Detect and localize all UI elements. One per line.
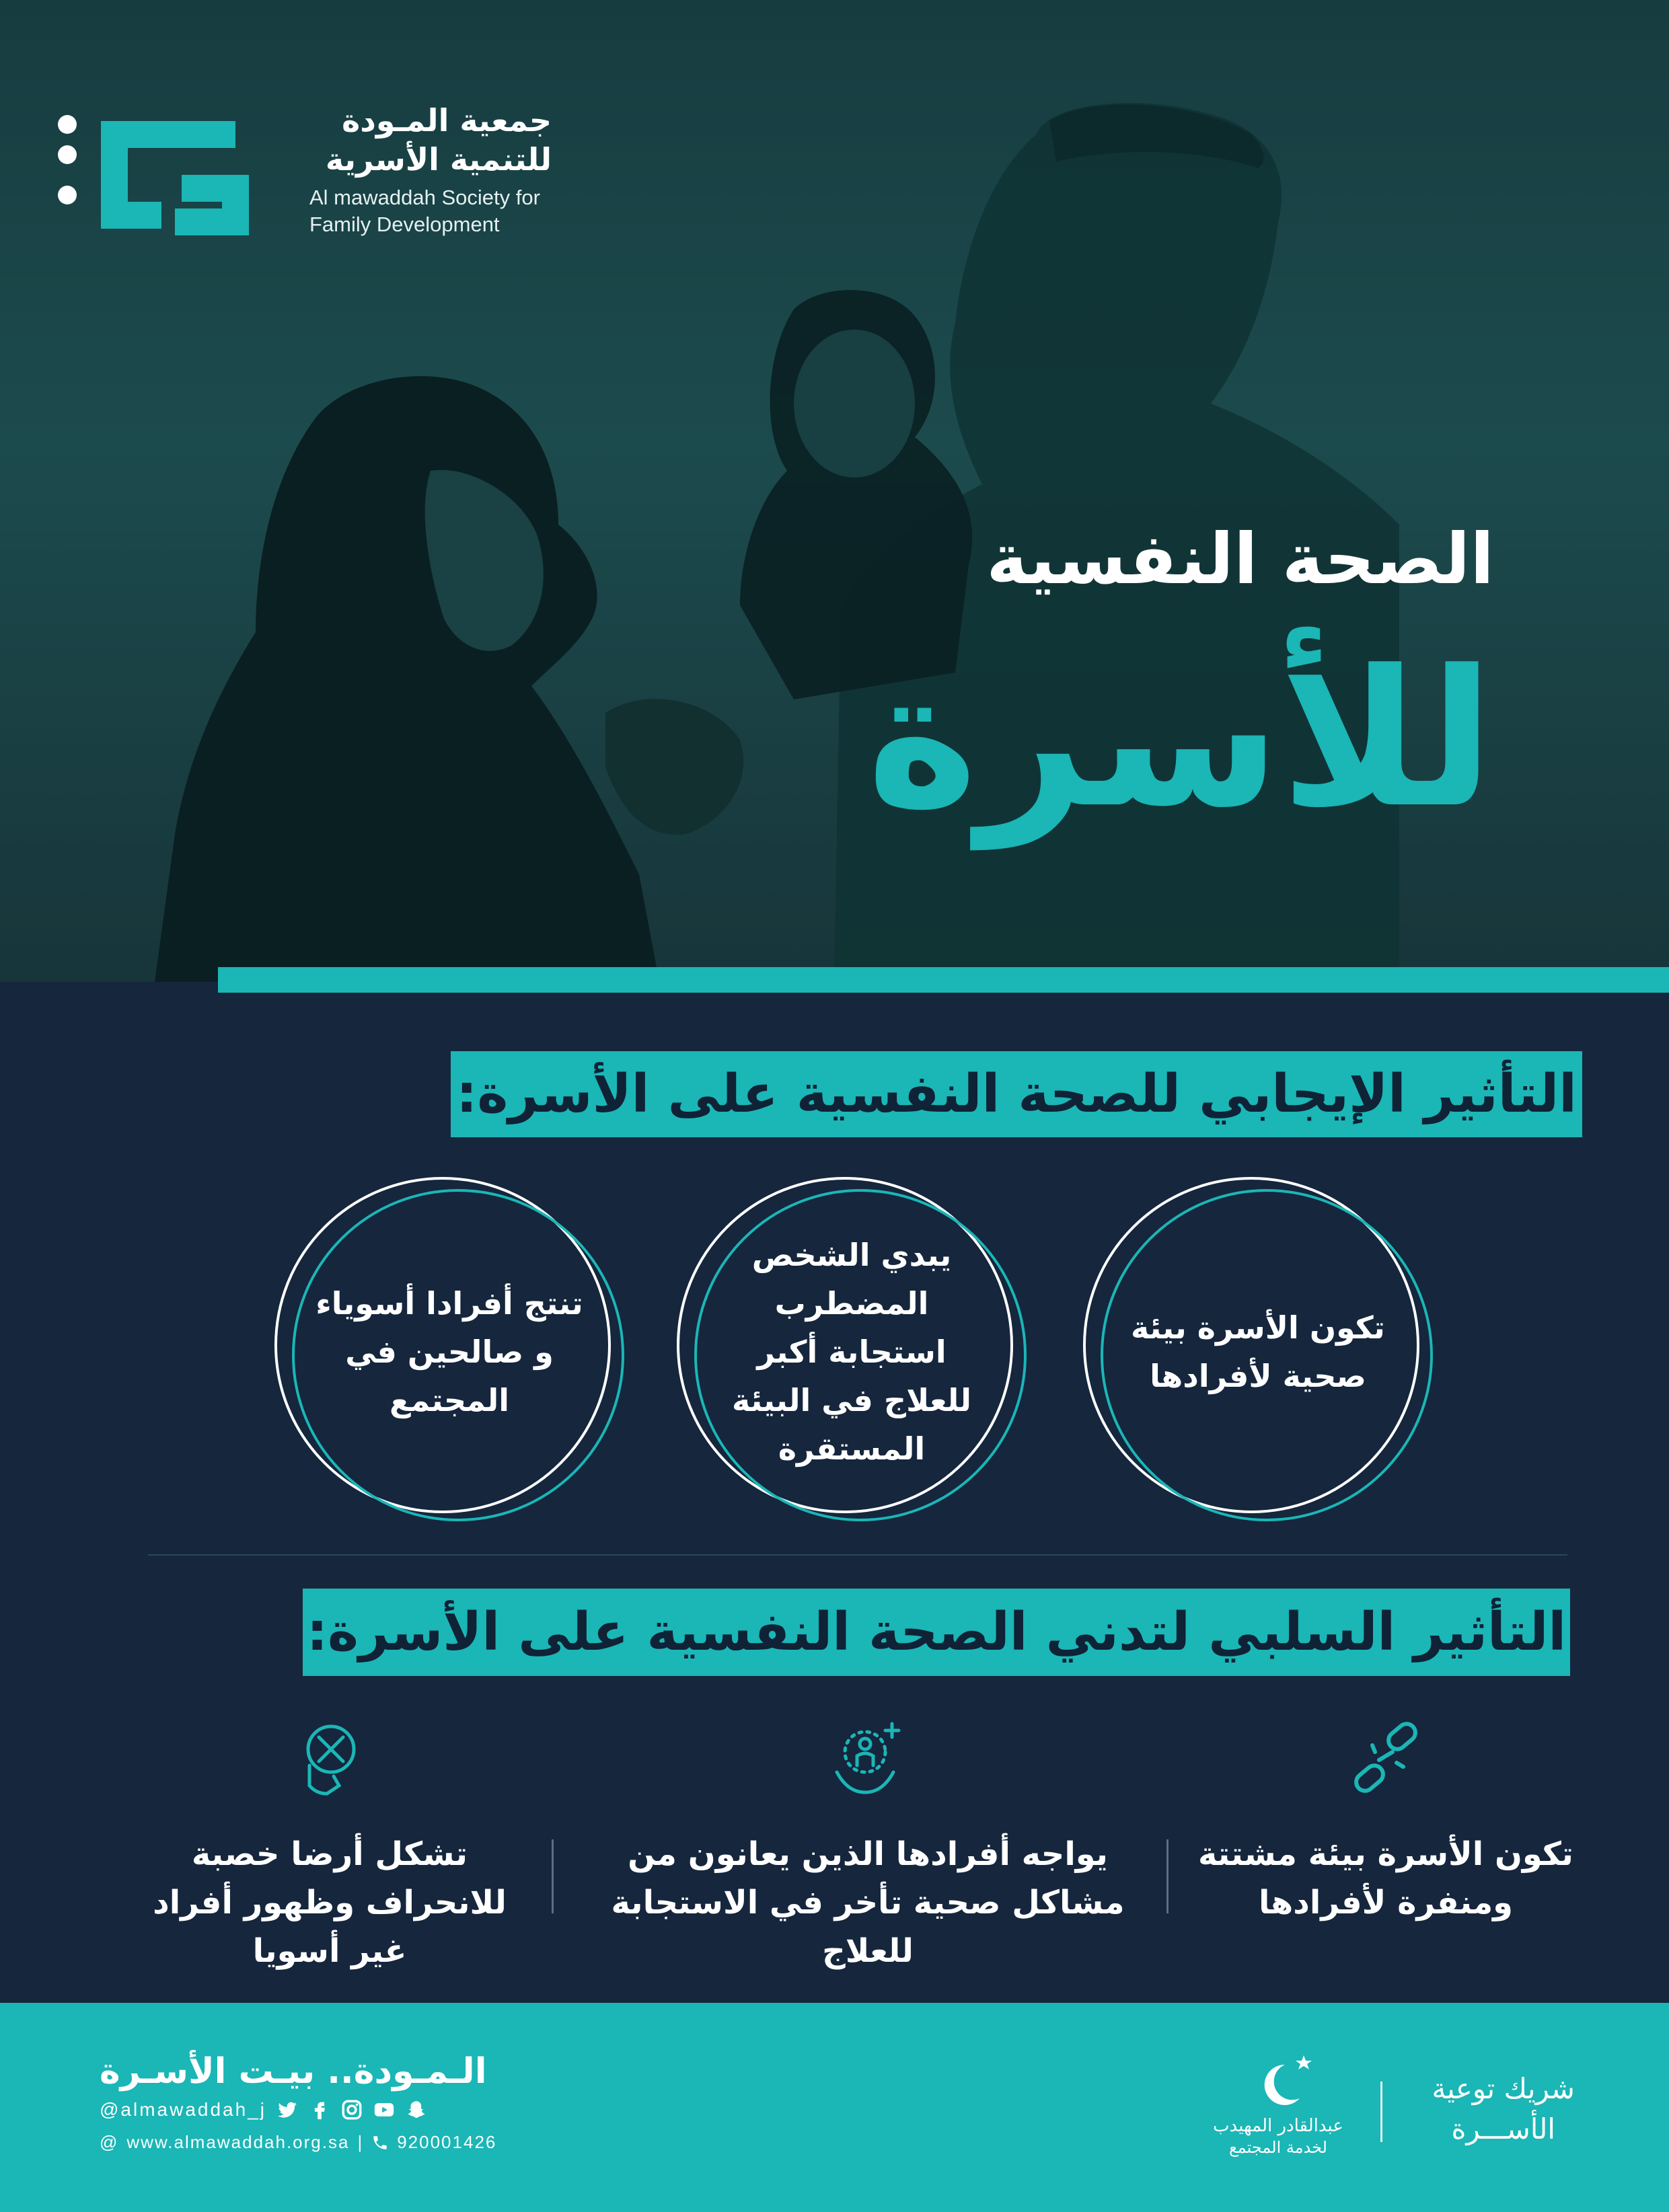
phone-icon bbox=[371, 2134, 389, 2151]
phone-number[interactable]: 920001426 bbox=[397, 2132, 497, 2152]
youtube-icon[interactable] bbox=[373, 2098, 396, 2121]
brand-name-ar-line1: جمعية المـودة bbox=[342, 102, 552, 139]
brand-name-en-line2: Family Development bbox=[309, 213, 500, 236]
sponsor-logo bbox=[1197, 2051, 1359, 2158]
item-separator bbox=[552, 1839, 554, 1913]
website-link[interactable]: www.almawaddah.org.sa bbox=[126, 2132, 350, 2152]
crescent-star-icon bbox=[1238, 2051, 1319, 2112]
positive-item-3 bbox=[274, 1177, 624, 1527]
sponsor-name: عبدالقادر المهيدب bbox=[1213, 2116, 1343, 2136]
negative-item-3 bbox=[128, 1718, 531, 1975]
person-care-icon bbox=[827, 1718, 908, 1799]
awareness-partner bbox=[1432, 2069, 1575, 2149]
hero-title-big: للأسرة bbox=[866, 630, 1494, 849]
web-icon: @ bbox=[100, 2132, 119, 2152]
negative-item-1 bbox=[1184, 1718, 1588, 1927]
brand-name-ar-line2: للتنمية الأسرية bbox=[325, 141, 552, 178]
negative-item-text: تكون الأسرة بيئة مشتتة ومنفرة لأفرادها bbox=[1198, 1835, 1573, 1921]
no-entry-hand-icon bbox=[289, 1718, 370, 1799]
social-links bbox=[100, 2098, 428, 2121]
section-divider bbox=[148, 1554, 1567, 1556]
contact-info bbox=[100, 2132, 496, 2153]
negative-heading: التأثير السلبي لتدني الصحة النفسية على الأسرة: bbox=[303, 1589, 1570, 1676]
negative-item-text: تشكل أرضا خصبة للانحراف وظهور أفراد غير أسويا bbox=[153, 1835, 507, 1970]
sponsor-subtitle: لخدمة المجتمع bbox=[1229, 2138, 1327, 2157]
positive-item-2 bbox=[677, 1177, 1027, 1527]
partner-line1: شريك توعية bbox=[1432, 2072, 1575, 2105]
partner-line2: الأســـرة bbox=[1451, 2112, 1556, 2145]
positive-item-1 bbox=[1083, 1177, 1433, 1527]
footer-slogan: الـمـودة.. بيـت الأسـرة bbox=[100, 2051, 487, 2092]
broken-chain-icon bbox=[1345, 1718, 1426, 1799]
negative-item-text: يواجه أفرادها الذين يعانون من مشاكل صحية تأخر في الاستجابة للعلاج bbox=[611, 1835, 1125, 1970]
divider-bar: | bbox=[357, 2132, 364, 2152]
almawaddah-logo-icon bbox=[54, 94, 256, 256]
social-handle[interactable]: @almawaddah_j bbox=[100, 2099, 266, 2120]
positive-item-text: يبدي الشخص المضطرب استجابة أكبر للعلاج في البيئة المستقرة bbox=[731, 1237, 972, 1467]
brand-name bbox=[309, 101, 599, 238]
twitter-icon[interactable] bbox=[276, 2098, 299, 2121]
brand-logo bbox=[54, 94, 565, 256]
instagram-icon[interactable] bbox=[340, 2098, 363, 2121]
positive-item-text: تنتج أفرادا أسوياء و صالحين في المجتمع bbox=[316, 1285, 583, 1418]
facebook-icon[interactable] bbox=[308, 2098, 331, 2121]
positive-heading: التأثير الإيجابي للصحة النفسية على الأسرة: bbox=[451, 1051, 1582, 1137]
accent-divider-bar bbox=[218, 967, 1669, 993]
brand-name-en-line1: Al mawaddah Society for bbox=[309, 186, 540, 209]
item-separator bbox=[1166, 1839, 1169, 1913]
negative-item-2 bbox=[572, 1718, 1164, 1975]
snapchat-icon[interactable] bbox=[405, 2098, 428, 2121]
hero-section bbox=[0, 0, 1669, 982]
hero-title-small: الصحة النفسية bbox=[986, 518, 1494, 600]
positive-item-text: تكون الأسرة بيئة صحية لأفرادها bbox=[1131, 1309, 1385, 1394]
footer-separator bbox=[1380, 2082, 1382, 2142]
